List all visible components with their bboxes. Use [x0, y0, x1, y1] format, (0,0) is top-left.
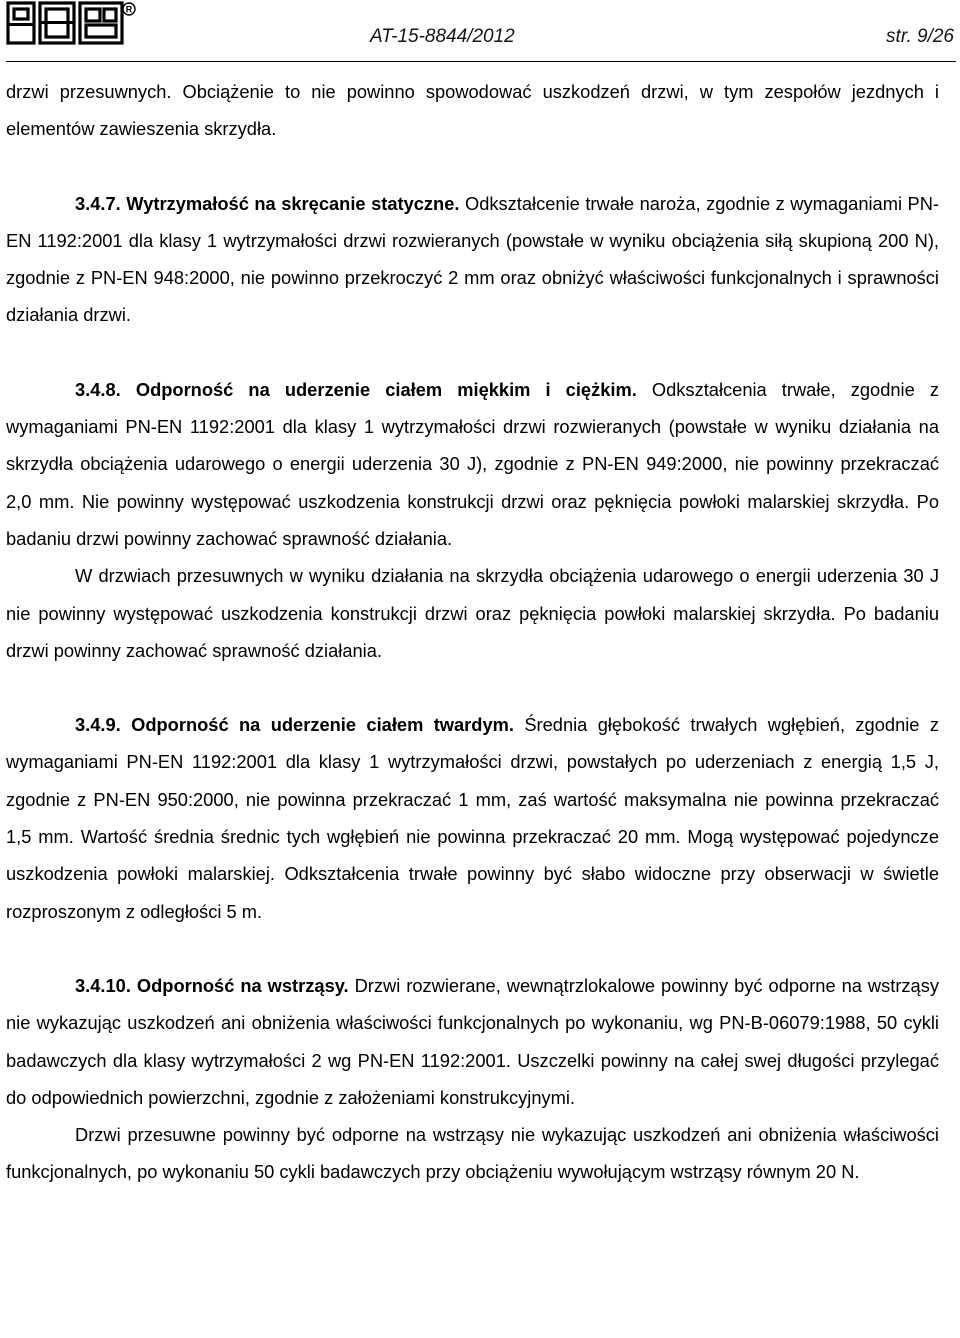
section-spacer — [6, 334, 939, 371]
itb-logo — [6, 0, 136, 48]
document-number: AT-15-8844/2012 — [370, 26, 515, 47]
section-text: Odkształcenie trwałe naroża, zgodnie z wymaganiami PN-EN 1192:2001 dla klasy 1 wytrzymałości drzwi rozwieranych (powstałe w wyniku obciążenia siłą skupioną 200 N), zgodnie z PN-EN 948:2000, nie powinno przekroczyć 2 mm oraz obniżyć właściwości funkcjonalnych i sprawności działania drzwi. — [6, 192, 939, 326]
section-spacer — [6, 148, 939, 185]
section-title: Odporność na wstrząsy. — [136, 974, 349, 996]
section-3-4-8 — [6, 371, 939, 557]
section-3-4-10 — [6, 967, 939, 1116]
section-3-4-9 — [6, 706, 939, 930]
intro-paragraph: drzwi przesuwnych. Obciążenie to nie powinno spowodować uszkodzeń drzwi, w tym zespołów jezdnych i elementów zawieszenia skrzydła. — [6, 81, 939, 140]
section-number: 3.4.8. — [75, 378, 121, 400]
section-spacer — [6, 930, 939, 967]
section-text: Odkształcenia trwałe, zgodnie z wymaganiami PN-EN 1192:2001 dla klasy 1 wytrzymałości drzwi rozwieranych (powstałe w wyniku działania na skrzydła obciążenia udarowego o energii uderzenia 30 J), zgodnie z PN-EN 949:2000, nie powinny przekraczać 2,0 mm. Nie powinny występować uszkodzenia konstrukcji drzwi oraz pęknięcia powłoki malarskiej skrzydła. Po badaniu drzwi powinny zachować sprawność działania. — [6, 378, 939, 549]
svg-text:R: R — [125, 4, 133, 15]
section-title: Odporność na uderzenie ciałem twardym. — [131, 714, 514, 736]
section-spacer — [6, 669, 939, 706]
section-number: 3.4.9. — [75, 714, 121, 736]
section-text: Średnia głębokość trwałych wgłębień, zgodnie z wymaganiami PN-EN 1192:2001 dla klasy 1 wytrzymałości drzwi, powstałych po uderzeniach z energią 1,5 J, zgodnie z PN-EN 950:2000, nie powinna przekraczać 1 mm, zaś wartość maksymalna nie powinna przekraczać 1,5 mm. Wartość średnia średnic tych wgłębień nie powinna przekraczać 20 mm. Mogą występować pojedyncze uszkodzenia powłoki malarskiej. Odkształcenia trwałe powinny być słabo widoczne przy obserwacji w świetle rozproszonym z odległości 5 m. — [6, 714, 939, 922]
section-number: 3.4.10. — [75, 974, 131, 996]
section-3-4-7 — [6, 185, 939, 334]
section-number: 3.4.7. — [75, 192, 121, 214]
section-3-4-8-paragraph-2: W drzwiach przesuwnych w wyniku działania na skrzydła obciążenia udarowego o energii uderzenia 30 J nie powinny występować uszkodzenia konstrukcji drzwi oraz pęknięcia powłoki malarskiej skrzydła. Po badaniu drzwi powinny zachować sprawność działania. — [6, 565, 939, 661]
document-body — [6, 73, 939, 1191]
section-3-4-10-paragraph-2: Drzwi przesuwne powinny być odporne na wstrząsy nie wykazując uszkodzeń ani obniżenia właściwości funkcjonalnych, po wykonaniu 50 cykli badawczych przy obciążeniu wywołującym wstrząsy równym 20 N. — [6, 1124, 939, 1183]
header-divider — [6, 61, 956, 62]
section-text: Drzwi rozwierane, wewnątrzlokalowe powinny być odporne na wstrząsy nie wykazując uszkodzeń ani obniżenia właściwości funkcjonalnych po wykonaniu, wg PN-B-06079:1988, 50 cykli badawczych dla klasy wytrzymałości 2 wg PN-EN 1192:2001. Uszczelki powinny na całej swej długości przylegać do odpowiednich powierzchni, zgodnie z założeniami konstrukcyjnymi. — [6, 974, 939, 1108]
page-header — [6, 0, 956, 62]
section-title: Odporność na uderzenie ciałem miękkim i ciężkim. — [135, 378, 637, 400]
page-number: str. 9/26 — [886, 26, 954, 47]
section-title: Wytrzymałość na skręcanie statyczne. — [126, 192, 460, 214]
